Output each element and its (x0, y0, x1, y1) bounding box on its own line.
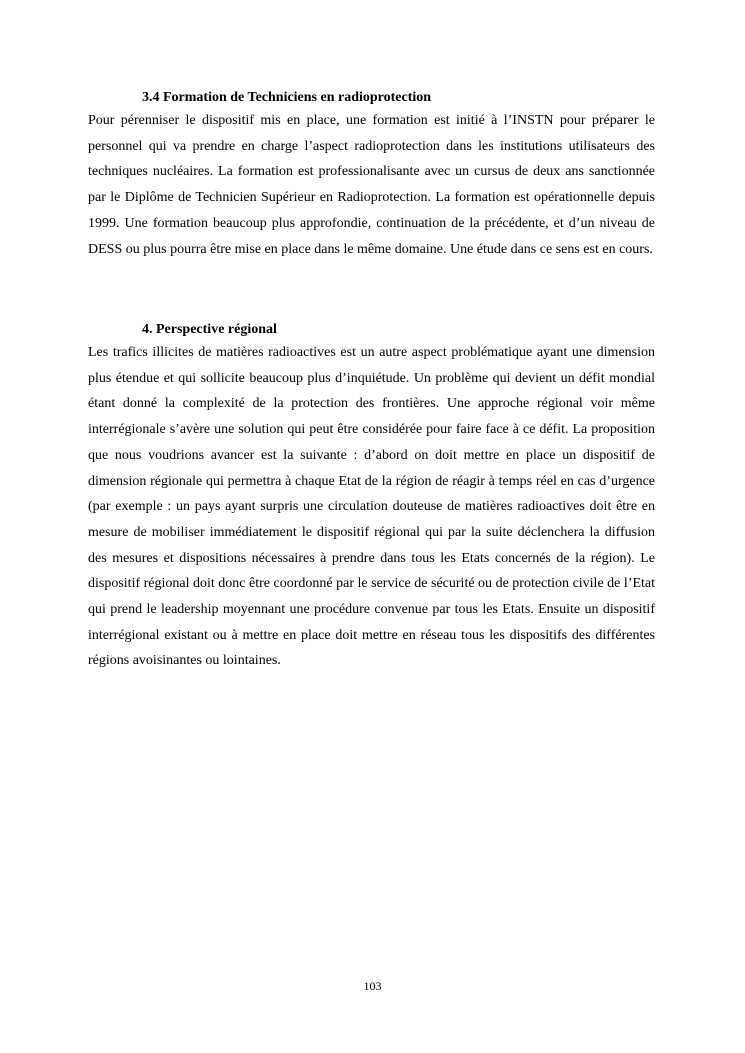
section-heading: 4. Perspective régional (142, 322, 277, 337)
section-4 (88, 320, 655, 674)
section-3-4 (88, 88, 655, 262)
page-number: 103 (363, 979, 382, 993)
section-paragraph: Les trafics illicites de matières radioactives est un autre aspect problématique ayant une dimension plus étendue et qui sollicite beaucoup plus d’inquiétude. Un problème qui devient un défit mondial étant donné la complexité de la protection des frontières. Une approche régional voir même interrégionale s’avère une solution qui peut être considérée pour faire face à ce défit. La proposition que nous voudrions avancer est la suivante : d’abord on doit mettre en place un dispositif de dimension régionale qui permettra à chaque Etat de la région de réagir à temps réel en cas d’urgence (par exemple : un pays ayant surpris une circulation douteuse de matières radioactives doit être en mesure de mobiliser immédiatement le dispositif régional qui par la suite déclenchera la diffusion des mesures et dispositions nécessaires à prendre dans tous les Etats concernés de la région). Le dispositif régional doit donc être coordonné par le service de sécurité ou de protection civile de l’Etat qui prend le leadership moyennant une procédure convenue par tous les Etats. Ensuite un dispositif interrégional existant ou à mettre en place doit mettre en réseau tous les dispositifs des différentes régions avoisinantes ou lointaines. (88, 345, 655, 669)
section-heading: 3.4 Formation de Techniciens en radioprotection (142, 90, 432, 105)
section-paragraph: Pour pérenniser le dispositif mis en place, une formation est initié à l’INSTN pour préparer le personnel qui va prendre en charge l’aspect radioprotection dans les institutions utilisateurs des techniques nucléaires. La formation est professionalisante avec un cursus de deux ans sanctionnée par le Diplôme de Technicien Supérieur en Radioprotection. La formation est opérationnelle depuis 1999. Une formation beaucoup plus approfondie, continuation de la précédente, et d’un niveau de DESS ou plus pourra être mise en place dans le même domaine. Une étude dans ce sens est en cours. (88, 113, 655, 257)
